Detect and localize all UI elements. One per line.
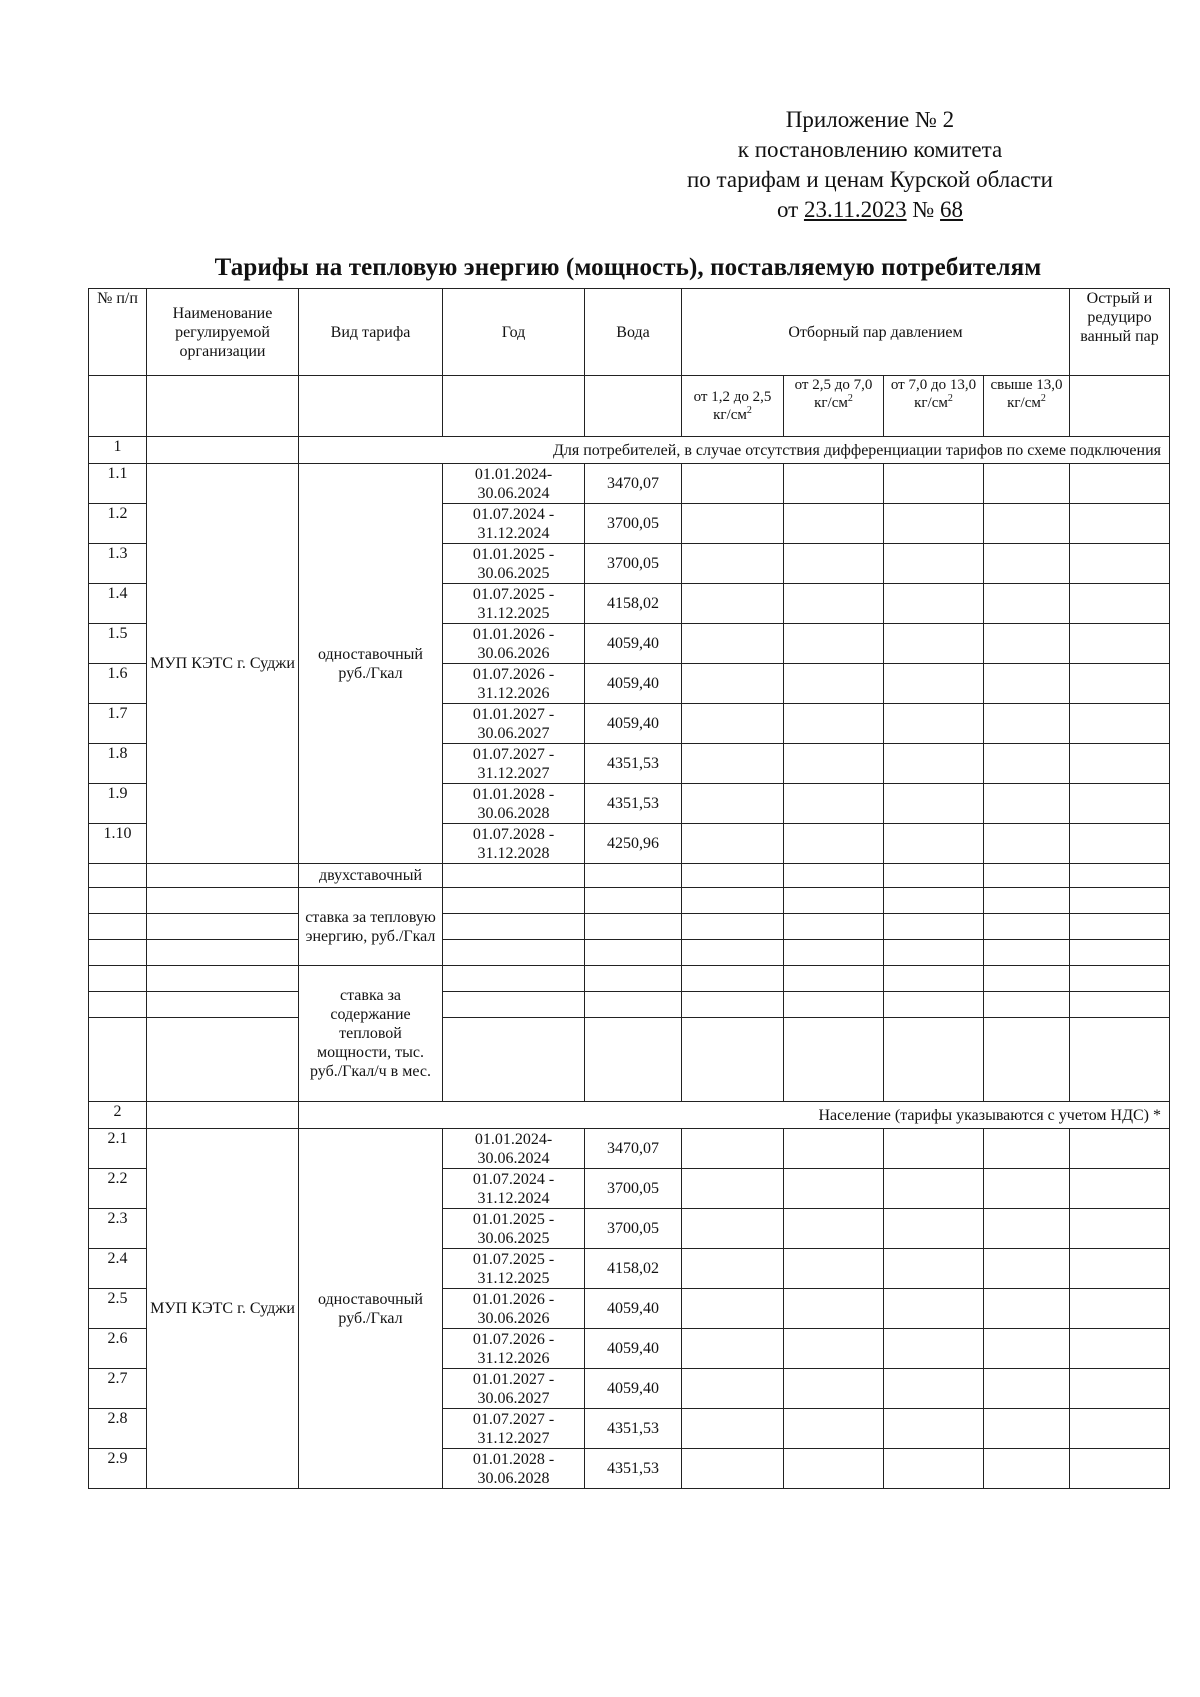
empty-cell bbox=[682, 1129, 784, 1169]
row-number: 1.5 bbox=[89, 624, 147, 664]
row-number: 1.2 bbox=[89, 504, 147, 544]
header-year: Год bbox=[443, 289, 585, 376]
empty-cell bbox=[784, 784, 884, 824]
empty-cell bbox=[984, 992, 1070, 1018]
empty-cell bbox=[884, 544, 984, 584]
empty-cell bbox=[1070, 1018, 1170, 1102]
row-number: 2.2 bbox=[89, 1169, 147, 1209]
empty-cell bbox=[784, 1369, 884, 1409]
empty-cell bbox=[1070, 1249, 1170, 1289]
empty-cell bbox=[147, 914, 299, 940]
period: 01.07.2024 - 31.12.2024 bbox=[443, 504, 585, 544]
empty-cell bbox=[984, 966, 1070, 992]
empty-cell bbox=[884, 504, 984, 544]
water-tariff: 4059,40 bbox=[585, 1329, 682, 1369]
empty-cell bbox=[147, 888, 299, 914]
header-pressure-1: от 1,2 до 2,5 $кг/см^2$ bbox=[682, 376, 784, 437]
empty-cell bbox=[784, 864, 884, 888]
empty-cell bbox=[984, 1018, 1070, 1102]
header-tariff-type: Вид тарифа bbox=[299, 289, 443, 376]
empty-cell bbox=[984, 888, 1070, 914]
empty-cell bbox=[784, 914, 884, 940]
empty-cell bbox=[884, 966, 984, 992]
empty-cell bbox=[682, 940, 784, 966]
period: 01.01.2024- 30.06.2024 bbox=[443, 464, 585, 504]
period: 01.07.2027 - 31.12.2027 bbox=[443, 744, 585, 784]
empty-cell bbox=[585, 914, 682, 940]
empty-cell bbox=[1070, 1409, 1170, 1449]
empty-cell bbox=[443, 992, 585, 1018]
water-tariff: 4059,40 bbox=[585, 704, 682, 744]
empty-cell bbox=[884, 1369, 984, 1409]
section-number: 1 bbox=[89, 437, 147, 464]
empty-cell bbox=[682, 864, 784, 888]
organization-name: МУП КЭТС г. Суджи bbox=[147, 464, 299, 864]
empty-cell bbox=[784, 992, 884, 1018]
period: 01.01.2025 - 30.06.2025 bbox=[443, 1209, 585, 1249]
section-title: Для потребителей, в случае отсутствия дифференциации тарифов по схеме подключения bbox=[299, 437, 1170, 464]
empty-cell bbox=[784, 888, 884, 914]
empty-cell bbox=[682, 504, 784, 544]
row-number: 2.4 bbox=[89, 1249, 147, 1289]
row-number: 1.8 bbox=[89, 744, 147, 784]
empty-cell bbox=[884, 584, 984, 624]
resolution-number: 68 bbox=[940, 197, 964, 222]
empty-cell bbox=[884, 1249, 984, 1289]
water-tariff: 4158,02 bbox=[585, 584, 682, 624]
two-part-tariff: двухставочный bbox=[299, 864, 443, 888]
empty-cell bbox=[89, 1018, 147, 1102]
row-number: 2.8 bbox=[89, 1409, 147, 1449]
empty-cell bbox=[984, 1329, 1070, 1369]
empty-cell bbox=[682, 624, 784, 664]
empty-cell bbox=[884, 1018, 984, 1102]
water-tariff: 4351,53 bbox=[585, 1449, 682, 1489]
empty-cell bbox=[682, 704, 784, 744]
empty-cell bbox=[443, 864, 585, 888]
row-number: 2.5 bbox=[89, 1289, 147, 1329]
empty-cell bbox=[884, 664, 984, 704]
resolution-date: 23.11.2023 bbox=[803, 197, 907, 222]
empty-cell bbox=[1070, 824, 1170, 864]
period: 01.01.2027 - 30.06.2027 bbox=[443, 1369, 585, 1409]
empty-cell bbox=[784, 1249, 884, 1289]
empty-cell bbox=[784, 544, 884, 584]
row-number: 2.1 bbox=[89, 1129, 147, 1169]
water-tariff: 4351,53 bbox=[585, 1409, 682, 1449]
empty-cell bbox=[984, 624, 1070, 664]
empty-cell bbox=[784, 824, 884, 864]
empty-cell bbox=[1070, 624, 1170, 664]
period: 01.07.2024 - 31.12.2024 bbox=[443, 1169, 585, 1209]
empty-cell bbox=[884, 1289, 984, 1329]
water-tariff: 4059,40 bbox=[585, 664, 682, 704]
period: 01.01.2028 - 30.06.2028 bbox=[443, 1449, 585, 1489]
empty-cell bbox=[784, 464, 884, 504]
appendix-date-line bbox=[600, 195, 1140, 225]
empty-cell bbox=[884, 914, 984, 940]
empty-cell bbox=[682, 1329, 784, 1369]
empty-cell bbox=[984, 940, 1070, 966]
period: 01.07.2026 - 31.12.2026 bbox=[443, 1329, 585, 1369]
empty-cell bbox=[1070, 704, 1170, 744]
empty-cell bbox=[147, 940, 299, 966]
empty-cell bbox=[1070, 992, 1170, 1018]
water-tariff: 3700,05 bbox=[585, 1209, 682, 1249]
water-tariff: 3470,07 bbox=[585, 1129, 682, 1169]
empty-cell bbox=[884, 704, 984, 744]
empty-cell bbox=[89, 864, 147, 888]
date-prefix: от bbox=[776, 197, 804, 222]
empty-cell bbox=[984, 1369, 1070, 1409]
empty-cell bbox=[443, 888, 585, 914]
empty-cell bbox=[1070, 940, 1170, 966]
period: 01.07.2027 - 31.12.2027 bbox=[443, 1409, 585, 1449]
row-number: 1.3 bbox=[89, 544, 147, 584]
empty-cell bbox=[784, 664, 884, 704]
appendix-line-2: к постановлению комитета bbox=[737, 137, 1003, 162]
empty-cell bbox=[884, 992, 984, 1018]
header-sharp-steam: Острый и редуциро ванный пар bbox=[1070, 289, 1170, 376]
section-number: 2 bbox=[89, 1102, 147, 1129]
row-number: 2.9 bbox=[89, 1449, 147, 1489]
energy-rate: ставка за тепловую энергию, руб./Гкал bbox=[299, 888, 443, 966]
document-title: Тарифы на тепловую энергию (мощность), поставляемую потребителям bbox=[214, 254, 1042, 281]
empty-cell bbox=[1070, 664, 1170, 704]
row-number: 1.6 bbox=[89, 664, 147, 704]
empty-cell bbox=[884, 940, 984, 966]
empty-cell bbox=[443, 940, 585, 966]
empty-cell bbox=[984, 1249, 1070, 1289]
empty-cell bbox=[784, 1169, 884, 1209]
empty-cell bbox=[784, 1209, 884, 1249]
row-number: 1.7 bbox=[89, 704, 147, 744]
empty-cell bbox=[682, 888, 784, 914]
row-number: 1.4 bbox=[89, 584, 147, 624]
empty-cell bbox=[89, 940, 147, 966]
row-number: 1.10 bbox=[89, 824, 147, 864]
empty-cell bbox=[784, 624, 884, 664]
table-row bbox=[89, 1129, 1170, 1169]
empty-cell bbox=[89, 992, 147, 1018]
empty-cell bbox=[784, 1289, 884, 1329]
empty-cell bbox=[884, 888, 984, 914]
water-tariff: 4351,53 bbox=[585, 744, 682, 784]
empty-cell bbox=[984, 1409, 1070, 1449]
empty-cell bbox=[1070, 914, 1170, 940]
period: 01.07.2026 - 31.12.2026 bbox=[443, 664, 585, 704]
empty-cell bbox=[884, 824, 984, 864]
water-tariff: 4158,02 bbox=[585, 1249, 682, 1289]
table-row bbox=[89, 464, 1170, 504]
appendix-line-1: Приложение № 2 bbox=[785, 107, 955, 132]
empty-cell bbox=[682, 1018, 784, 1102]
tariff-type: одноставочный руб./Гкал bbox=[299, 1129, 443, 1489]
empty-cell bbox=[884, 1209, 984, 1249]
empty-cell bbox=[585, 940, 682, 966]
empty-cell bbox=[585, 1018, 682, 1102]
row-number: 1.1 bbox=[89, 464, 147, 504]
water-tariff: 4059,40 bbox=[585, 1289, 682, 1329]
empty-cell bbox=[682, 1289, 784, 1329]
empty-cell bbox=[984, 504, 1070, 544]
period: 01.01.2025 - 30.06.2025 bbox=[443, 544, 585, 584]
tariff-type: одноставочный руб./Гкал bbox=[299, 464, 443, 864]
empty-cell bbox=[682, 664, 784, 704]
empty-cell bbox=[1070, 504, 1170, 544]
empty-cell bbox=[884, 784, 984, 824]
empty-cell bbox=[984, 1209, 1070, 1249]
period: 01.01.2027 - 30.06.2027 bbox=[443, 704, 585, 744]
header-num: № п/п bbox=[89, 289, 147, 376]
empty-cell bbox=[1070, 584, 1170, 624]
empty-cell bbox=[984, 584, 1070, 624]
header-pressure-2: от 2,5 до 7,0 $кг/см^2$ bbox=[784, 376, 884, 437]
empty-cell bbox=[784, 1329, 884, 1369]
empty-cell bbox=[89, 888, 147, 914]
empty-cell bbox=[443, 966, 585, 992]
header-pressure-4: свыше 13,0 $кг/см^2$ bbox=[984, 376, 1070, 437]
empty-cell bbox=[443, 914, 585, 940]
empty-cell bbox=[984, 1449, 1070, 1489]
empty-cell bbox=[884, 1449, 984, 1489]
empty-cell bbox=[682, 544, 784, 584]
empty-cell bbox=[682, 992, 784, 1018]
empty-cell bbox=[984, 744, 1070, 784]
empty-cell bbox=[1070, 1369, 1170, 1409]
section-title: Население (тарифы указываются с учетом НДС) * bbox=[299, 1102, 1170, 1129]
empty-cell bbox=[884, 744, 984, 784]
empty-cell bbox=[784, 1129, 884, 1169]
empty-cell bbox=[682, 1169, 784, 1209]
empty-cell bbox=[682, 464, 784, 504]
empty-cell bbox=[682, 744, 784, 784]
period: 01.01.2026 - 30.06.2026 bbox=[443, 1289, 585, 1329]
empty-cell bbox=[682, 1369, 784, 1409]
empty-cell bbox=[984, 1129, 1070, 1169]
empty-cell bbox=[1070, 464, 1170, 504]
empty-cell bbox=[682, 784, 784, 824]
header-pressure-3: от 7,0 до 13,0 $кг/см^2$ bbox=[884, 376, 984, 437]
empty-cell bbox=[784, 1018, 884, 1102]
water-tariff: 4059,40 bbox=[585, 624, 682, 664]
empty-cell bbox=[784, 504, 884, 544]
empty-cell bbox=[1070, 1129, 1170, 1169]
empty-cell bbox=[682, 1409, 784, 1449]
empty-cell bbox=[147, 1018, 299, 1102]
empty-cell bbox=[884, 1329, 984, 1369]
empty-cell bbox=[1070, 1209, 1170, 1249]
empty-cell bbox=[784, 584, 884, 624]
empty-cell bbox=[147, 864, 299, 888]
empty-cell bbox=[682, 1209, 784, 1249]
empty-cell bbox=[1070, 544, 1170, 584]
organization-name: МУП КЭТС г. Суджи bbox=[147, 1129, 299, 1489]
empty-cell bbox=[682, 1449, 784, 1489]
water-tariff: 4250,96 bbox=[585, 824, 682, 864]
empty-cell bbox=[89, 966, 147, 992]
empty-cell bbox=[443, 1018, 585, 1102]
empty-cell bbox=[89, 914, 147, 940]
period: 01.07.2025 - 31.12.2025 bbox=[443, 584, 585, 624]
empty-cell bbox=[1070, 864, 1170, 888]
tariff-table bbox=[88, 288, 1170, 1489]
empty-cell bbox=[1070, 1449, 1170, 1489]
empty-cell bbox=[682, 914, 784, 940]
empty-cell bbox=[884, 1409, 984, 1449]
empty-cell bbox=[784, 704, 884, 744]
empty-cell bbox=[984, 914, 1070, 940]
empty-cell bbox=[984, 704, 1070, 744]
empty-cell bbox=[147, 1102, 299, 1129]
period: 01.01.2026 - 30.06.2026 bbox=[443, 624, 585, 664]
empty-cell bbox=[147, 966, 299, 992]
empty-cell bbox=[984, 664, 1070, 704]
header-water: Вода bbox=[585, 289, 682, 376]
water-tariff: 4351,53 bbox=[585, 784, 682, 824]
empty-cell bbox=[984, 464, 1070, 504]
empty-cell bbox=[784, 1409, 884, 1449]
empty-cell bbox=[984, 784, 1070, 824]
empty-cell bbox=[784, 966, 884, 992]
period: 01.07.2025 - 31.12.2025 bbox=[443, 1249, 585, 1289]
number-prefix: № bbox=[906, 197, 941, 222]
empty-cell bbox=[1070, 784, 1170, 824]
water-tariff: 3700,05 bbox=[585, 544, 682, 584]
empty-cell bbox=[585, 888, 682, 914]
appendix-header bbox=[600, 105, 1140, 225]
empty-cell bbox=[682, 1249, 784, 1289]
period: 01.01.2028 - 30.06.2028 bbox=[443, 784, 585, 824]
empty-cell bbox=[682, 966, 784, 992]
empty-cell bbox=[1070, 1169, 1170, 1209]
empty-cell bbox=[147, 437, 299, 464]
period: 01.01.2024- 30.06.2024 bbox=[443, 1129, 585, 1169]
empty-cell bbox=[884, 1129, 984, 1169]
empty-cell bbox=[984, 864, 1070, 888]
empty-cell bbox=[884, 624, 984, 664]
row-number: 2.7 bbox=[89, 1369, 147, 1409]
empty-cell bbox=[1070, 1289, 1170, 1329]
water-tariff: 4059,40 bbox=[585, 1369, 682, 1409]
empty-cell bbox=[884, 1169, 984, 1209]
empty-cell bbox=[585, 864, 682, 888]
empty-cell bbox=[1070, 1329, 1170, 1369]
empty-cell bbox=[147, 992, 299, 1018]
water-tariff: 3470,07 bbox=[585, 464, 682, 504]
row-number: 2.3 bbox=[89, 1209, 147, 1249]
empty-cell bbox=[984, 824, 1070, 864]
empty-cell bbox=[884, 864, 984, 888]
empty-cell bbox=[1070, 744, 1170, 784]
water-tariff: 3700,05 bbox=[585, 504, 682, 544]
water-tariff: 3700,05 bbox=[585, 1169, 682, 1209]
empty-cell bbox=[784, 744, 884, 784]
header-org: Наименование регулируемой организации bbox=[147, 289, 299, 376]
capacity-rate: ставка за содержание тепловой мощности, тыс. руб./Гкал/ч в мес. bbox=[299, 966, 443, 1102]
empty-cell bbox=[1070, 888, 1170, 914]
row-number: 2.6 bbox=[89, 1329, 147, 1369]
empty-cell bbox=[682, 824, 784, 864]
appendix-line-3: по тарифам и ценам Курской области bbox=[687, 167, 1053, 192]
row-number: 1.9 bbox=[89, 784, 147, 824]
empty-cell bbox=[784, 1449, 884, 1489]
header-steam: Отборный пар давлением bbox=[682, 289, 1070, 376]
empty-cell bbox=[984, 1289, 1070, 1329]
empty-cell bbox=[984, 1169, 1070, 1209]
empty-cell bbox=[585, 992, 682, 1018]
empty-cell bbox=[1070, 966, 1170, 992]
empty-cell bbox=[884, 464, 984, 504]
empty-cell bbox=[585, 966, 682, 992]
empty-cell bbox=[682, 584, 784, 624]
empty-cell bbox=[784, 940, 884, 966]
period: 01.07.2028 - 31.12.2028 bbox=[443, 824, 585, 864]
empty-cell bbox=[984, 544, 1070, 584]
